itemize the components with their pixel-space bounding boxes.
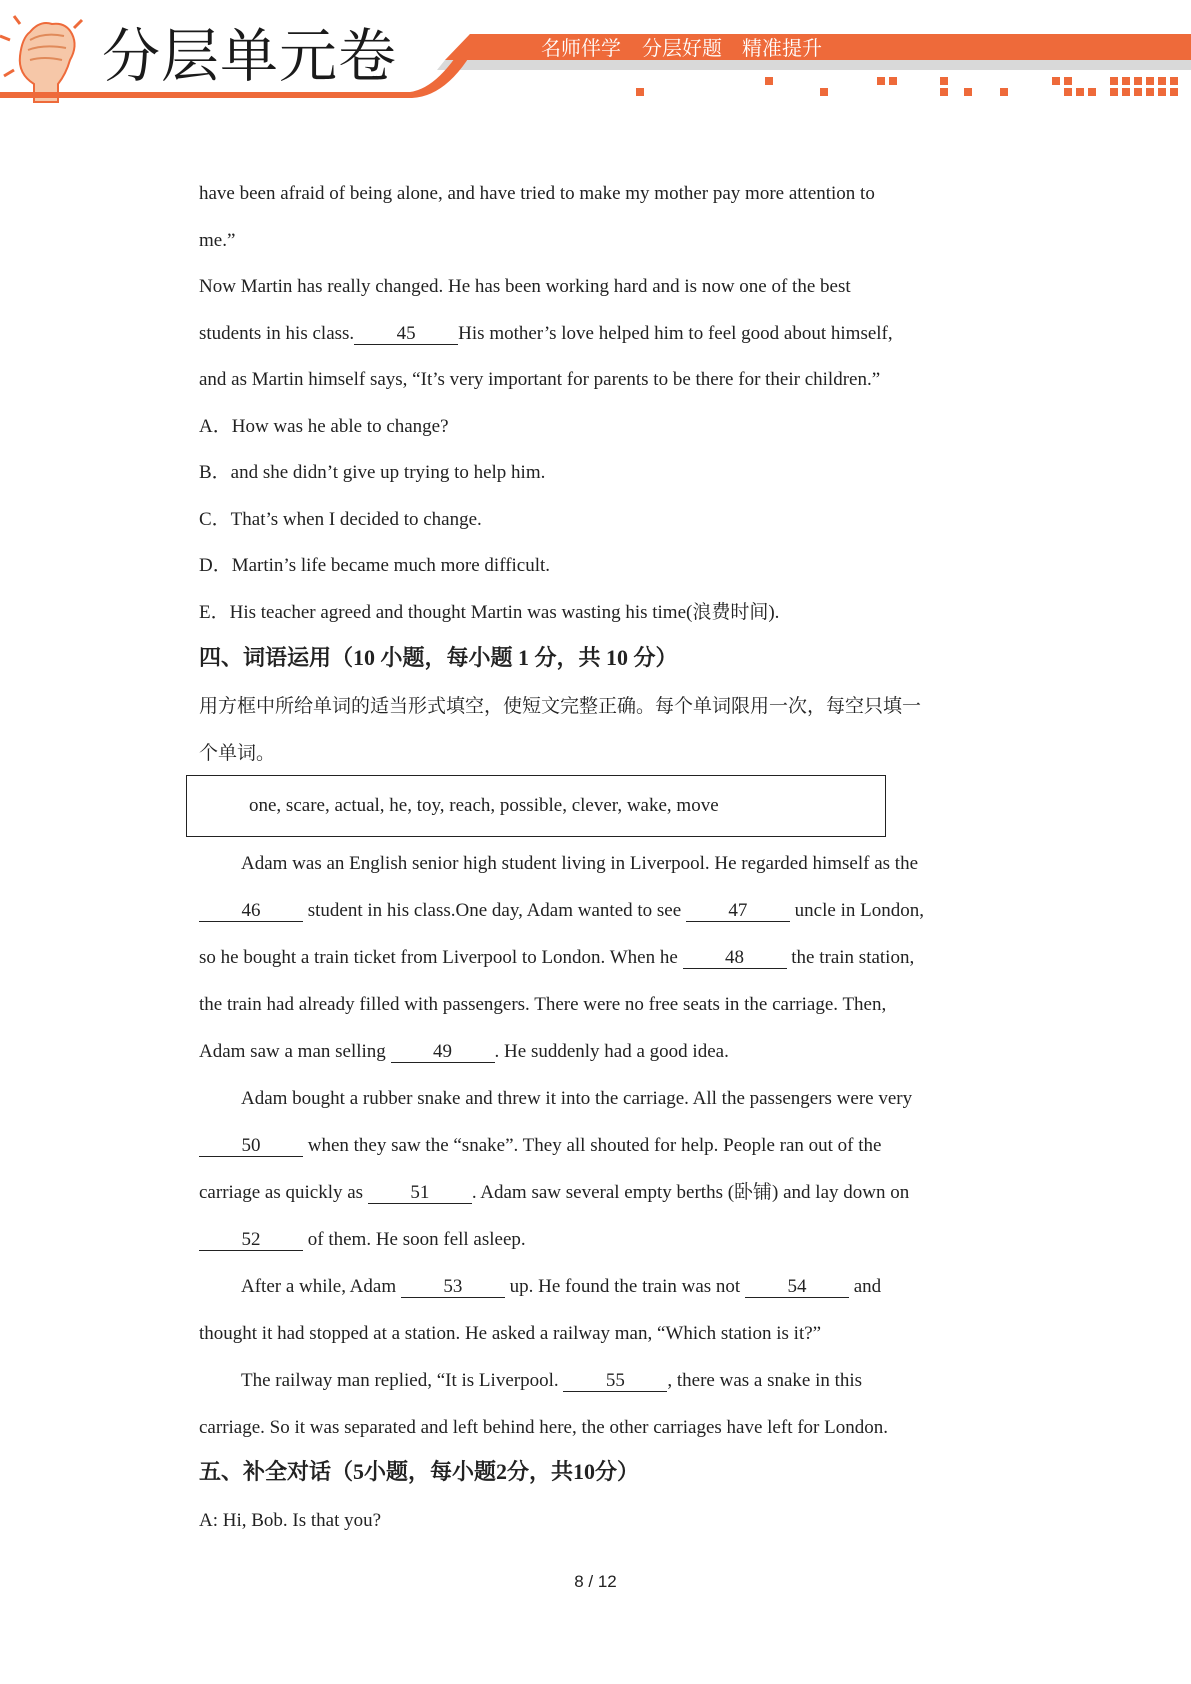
slogan-3: 精准提升 <box>742 36 822 60</box>
story-text: . He suddenly had a good idea. <box>494 1041 729 1062</box>
page-header <box>0 0 1191 120</box>
story-line: thought it had stopped at a station. He asked a railway man, “Which station is it?” <box>199 1323 822 1344</box>
option-c: C．That’s when I decided to change. <box>199 509 482 530</box>
answer-blank-50[interactable]: 50 <box>199 1136 303 1157</box>
answer-blank-49[interactable]: 49 <box>391 1042 495 1063</box>
answer-blank-54[interactable]: 54 <box>745 1277 849 1298</box>
story-line: carriage. So it was separated and left behind here, the other carriages have left for London. <box>199 1417 888 1438</box>
word-bank-list: one, scare, actual, he, toy, reach, possible, clever, wake, move <box>249 795 719 816</box>
passage-line: me.” <box>199 230 236 251</box>
story-line: the train had already filled with passengers. There were no free seats in the carriage. Then, <box>199 994 887 1015</box>
word-bank-box <box>186 775 886 837</box>
story-line <box>199 899 924 923</box>
brand-title: 分层单元卷 <box>102 22 398 90</box>
page-number: 8 / 12 <box>574 1572 617 1591</box>
fist-logo-icon <box>0 16 82 102</box>
slogan-1: 名师伴学 <box>541 36 621 60</box>
story-text: the train station, <box>786 947 915 968</box>
answer-blank-45[interactable]: 45 <box>354 324 458 345</box>
option-e: E．His teacher agreed and thought Martin was wasting his time(浪费时间). <box>199 602 780 623</box>
answer-blank-53[interactable]: 53 <box>401 1277 505 1298</box>
answer-blank-48[interactable]: 48 <box>683 948 787 969</box>
answer-blank-47[interactable]: 47 <box>686 901 790 922</box>
passage-text: students in his class. <box>199 323 355 344</box>
slogan-2: 分层好题 <box>642 36 722 60</box>
story-line: Adam was an English senior high student living in Liverpool. He regarded himself as the <box>241 853 918 874</box>
option-b: B．and she didn’t give up trying to help him. <box>199 462 546 483</box>
instruction-line: 用方框中所给单词的适当形式填空，使短文完整正确。每个单词限用一次，每空只填一 <box>199 695 922 717</box>
answer-blank-52[interactable]: 52 <box>199 1230 303 1251</box>
story-line: Adam bought a rubber snake and threw it into the carriage. All the passengers were very <box>241 1088 913 1109</box>
story-text: The railway man replied, “It is Liverpool. <box>241 1370 564 1391</box>
story-line <box>241 1369 862 1393</box>
story-line <box>199 1181 909 1205</box>
story-text: carriage as quickly as <box>199 1182 368 1203</box>
passage-line: Now Martin has really changed. He has been working hard and is now one of the best <box>199 276 851 297</box>
story-text: uncle in London, <box>789 900 924 921</box>
story-text: . Adam saw several empty berths (卧铺) and lay down on <box>471 1182 910 1203</box>
story-line <box>199 1228 526 1252</box>
story-text: student in his class.One day, Adam wanted to see <box>303 900 686 921</box>
story-line <box>199 946 914 970</box>
story-text: , there was a snake in this <box>667 1370 863 1391</box>
story-text: After a while, Adam <box>241 1276 401 1297</box>
passage-line <box>199 322 893 346</box>
story-line <box>241 1275 881 1299</box>
answer-blank-51[interactable]: 51 <box>368 1183 472 1204</box>
section-heading: 四、词语运用（10 小题，每小题 1 分，共 10 分） <box>199 645 678 670</box>
story-text: Adam saw a man selling <box>199 1041 391 1062</box>
section-heading: 五、补全对话（5小题，每小题2分，共10分） <box>199 1459 640 1484</box>
decorative-squares <box>636 77 1178 96</box>
instruction-line: 个单词。 <box>199 742 276 764</box>
story-text: so he bought a train ticket from Liverpool to London. When he <box>199 947 683 968</box>
dialogue-line: A: Hi, Bob. Is that you? <box>199 1510 382 1531</box>
story-line <box>199 1134 881 1158</box>
option-a: A．How was he able to change? <box>199 416 449 437</box>
option-d: D．Martin’s life became much more difficult. <box>199 555 551 576</box>
story-text: of them. He soon fell asleep. <box>303 1229 526 1250</box>
story-line <box>199 1040 729 1064</box>
answer-blank-46[interactable]: 46 <box>199 901 303 922</box>
story-text: and <box>848 1276 882 1297</box>
story-text: up. He found the train was not <box>504 1276 745 1297</box>
story-text: when they saw the “snake”. They all shouted for help. People ran out of the <box>303 1135 882 1156</box>
passage-line: and as Martin himself says, “It’s very important for parents to be there for their children.” <box>199 369 881 390</box>
passage-line: have been afraid of being alone, and have tried to make my mother pay more attention to <box>199 183 875 204</box>
answer-blank-55[interactable]: 55 <box>563 1371 667 1392</box>
passage-text: His mother’s love helped him to feel good about himself, <box>458 323 893 344</box>
